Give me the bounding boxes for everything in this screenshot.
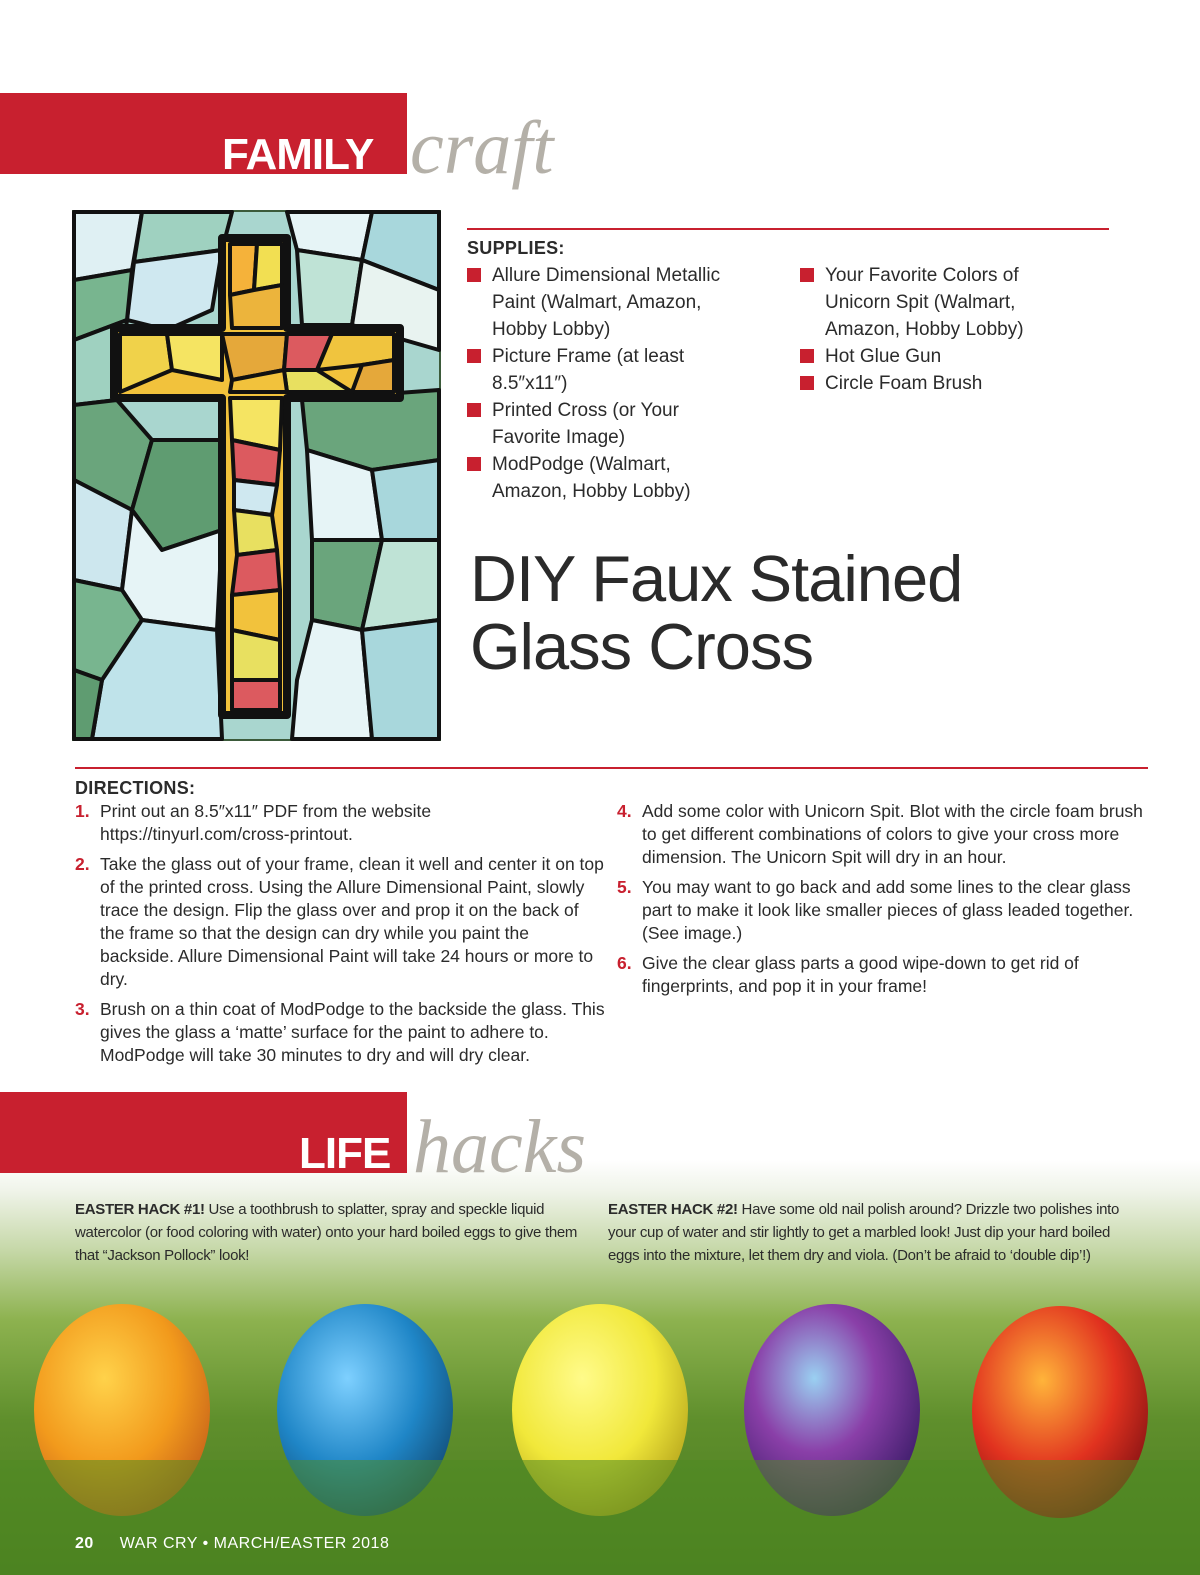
easter-hack-2-label: EASTER HACK #2! <box>608 1201 738 1218</box>
supplies-list-left <box>467 262 737 505</box>
section-title-craft: craft <box>410 106 554 190</box>
supplies-list-right <box>800 262 1075 397</box>
bullet-square <box>467 349 481 363</box>
list-item: ModPodge (Walmart, Amazon, Hobby Lobby) <box>467 451 737 505</box>
section-title-life: LIFE <box>299 1129 391 1178</box>
bullet-square <box>467 457 481 471</box>
page-number: 20 <box>75 1535 94 1552</box>
bullet-square <box>467 268 481 282</box>
article-title-line2: Glass Cross <box>470 610 813 683</box>
page-footer <box>75 1535 389 1553</box>
direction-step: 3. Brush on a thin coat of ModPodge to the backside the glass. This gives the glass a ‘matte’ surface for the paint to adhere to. ModPodge will take 30 minutes to dry and will dry clear. <box>75 999 605 1065</box>
bullet-square <box>800 376 814 390</box>
directions-heading: DIRECTIONS: <box>75 778 196 798</box>
article-title <box>470 542 963 683</box>
direction-step: 6. Give the clear glass parts a good wipe-down to get rid of fingerprints, and pop it in your frame! <box>617 953 1079 996</box>
list-item: Circle Foam Brush <box>800 370 1075 397</box>
directions-divider <box>75 767 1148 769</box>
list-item: Allure Dimensional Metallic Paint (Walmart, Amazon, Hobby Lobby) <box>467 262 737 343</box>
easter-hack-2: EASTER HACK #2! Have some old nail polish around? Drizzle two polishes into your cup of water and stir lightly to get a marbled look! Just dip your hard boiled eggs into the mixture, let them dry and viola. (Don’t be afraid to ‘double dip’!) <box>608 1201 1120 1264</box>
bullet-square <box>467 403 481 417</box>
section-title-family: FAMILY <box>222 130 374 179</box>
bullet-square <box>800 349 814 363</box>
easter-hack-1: EASTER HACK #1! Use a toothbrush to splatter, spray and speckle liquid watercolor (or food coloring with water) onto your hard boiled eggs to give them that “Jackson Pollock” look! <box>75 1201 578 1264</box>
list-item: Printed Cross (or Your Favorite Image) <box>467 397 737 451</box>
bullet-square <box>800 268 814 282</box>
directions-list-left <box>75 800 607 1074</box>
directions-list-right <box>617 800 1149 1005</box>
article-title-line1: DIY Faux Stained <box>470 542 963 615</box>
publication-info: WAR CRY • MARCH/EASTER 2018 <box>119 1535 390 1552</box>
direction-step: 5. You may want to go back and add some lines to the clear glass part to make it look like smaller pieces of glass leaded together. (See image.) <box>617 877 1134 943</box>
list-item: Hot Glue Gun <box>800 343 1075 370</box>
list-item: Picture Frame (at least 8.5″x11″) <box>467 343 737 397</box>
stained-glass-cross-image <box>72 210 441 741</box>
supplies-heading: SUPPLIES: <box>467 238 565 258</box>
direction-step: 1. Print out an 8.5″x11″ PDF from the website https://tinyurl.com/cross-printout. <box>75 801 432 844</box>
list-item: Your Favorite Colors of Unicorn Spit (Walmart, Amazon, Hobby Lobby) <box>800 262 1075 343</box>
direction-step: 4. Add some color with Unicorn Spit. Blot with the circle foam brush to get different combinations of colors to give your cross more dimension. The Unicorn Spit will dry in an hour. <box>617 801 1143 867</box>
direction-step: 2. Take the glass out of your frame, clean it well and center it on top of the printed cross. Using the Allure Dimensional Paint, slowly trace the design. Flip the glass over and prop it on the back of the frame so that the design can dry while you paint the backside. Allure Dimensional Paint will take 24 hours or more to dry. <box>75 854 604 989</box>
easter-hack-1-label: EASTER HACK #1! <box>75 1201 205 1218</box>
supplies-divider <box>467 228 1109 230</box>
section-title-hacks: hacks <box>413 1105 587 1189</box>
